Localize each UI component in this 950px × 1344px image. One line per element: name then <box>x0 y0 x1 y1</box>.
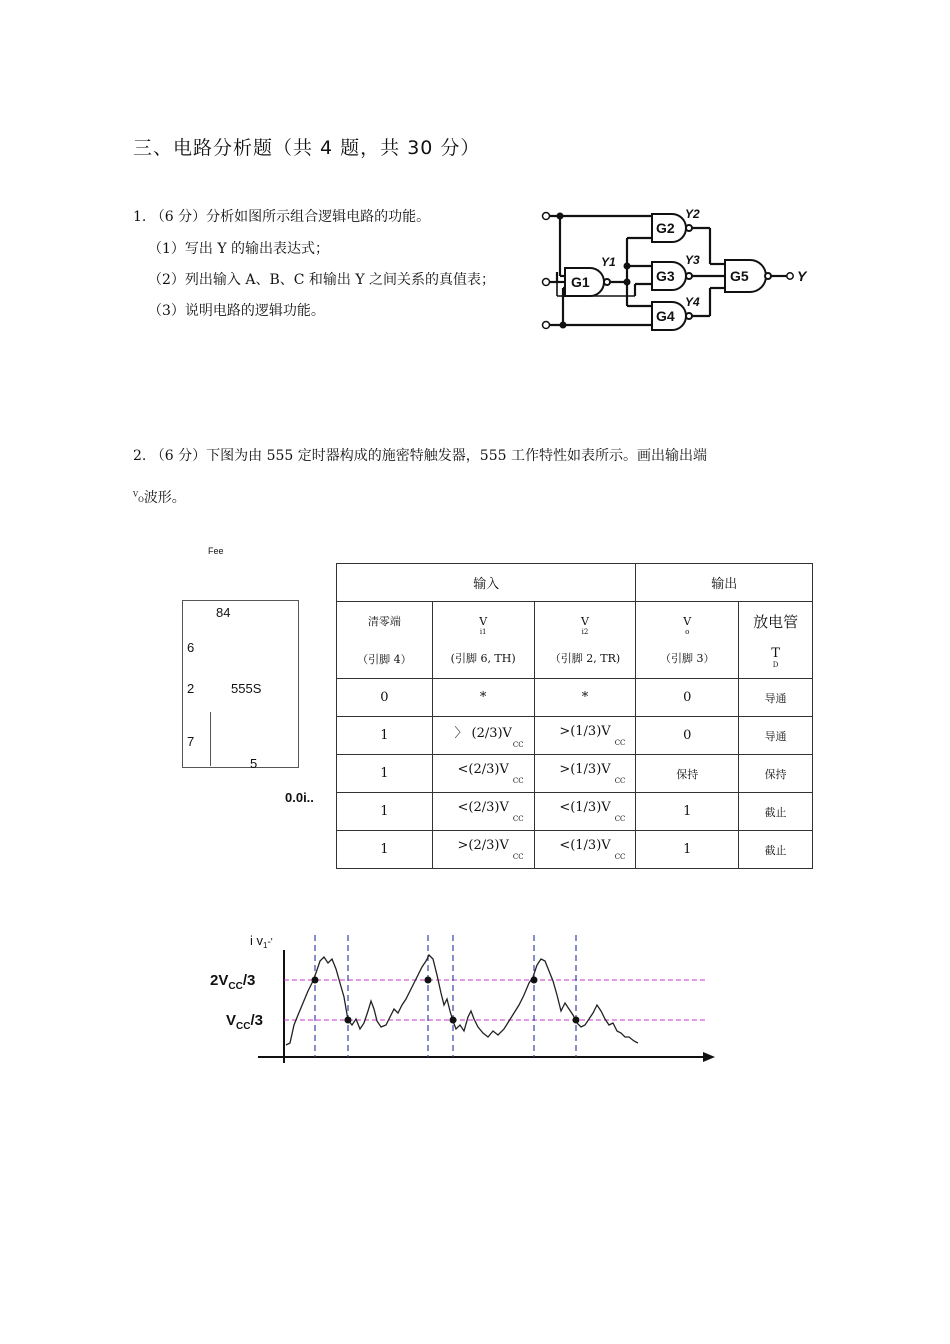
gate-g3-label: G3 <box>656 268 675 284</box>
cell-vi2-subscript: CC <box>614 853 626 861</box>
chip-name: 555S <box>231 681 262 696</box>
cell-vo <box>636 679 739 717</box>
col-header-vi1 <box>432 602 534 679</box>
cell-td-value: 导通 <box>764 691 787 705</box>
cell-vi2-value: >(1/3)V <box>559 724 611 739</box>
q2-line-2-text: 波形。 <box>143 490 186 506</box>
cell-vo <box>636 717 739 755</box>
cell-vi2-subscript: CC <box>614 815 626 823</box>
lower-threshold-label: $V_{CC}/3$ <box>226 1012 263 1032</box>
gate-g5-label: G5 <box>730 268 749 284</box>
cell-vi1-subscript: CC <box>512 777 524 785</box>
q1-item-3: （3）说明电路的逻辑功能。 <box>148 303 325 319</box>
col-header-td-sub: D <box>772 661 779 669</box>
cell-vi1 <box>432 679 534 717</box>
chip-side-label: 0.0i.. <box>285 790 314 805</box>
col-header-vi2-pin: （引脚 2, TR) <box>549 651 621 665</box>
col-header-td-pin: T <box>771 646 780 661</box>
cell-vo-value: 0 <box>683 690 692 705</box>
logic-circuit-diagram <box>535 200 815 340</box>
col-header-vo-pin: （引脚 3） <box>660 651 715 665</box>
table-row <box>337 831 813 869</box>
cell-reset <box>337 755 433 793</box>
cell-td <box>739 831 813 869</box>
output-y1-label: Y1 <box>601 255 616 269</box>
cell-vi1 <box>432 717 534 755</box>
col-header-vi2-main: V <box>581 614 589 628</box>
cell-reset-value: 1 <box>380 804 389 819</box>
cell-reset <box>337 679 433 717</box>
col-header-vi1-sub: i1 <box>479 627 487 636</box>
cell-vi2-subscript: CC <box>614 777 626 785</box>
chip-pin-2: 2 <box>187 681 195 696</box>
table-row <box>337 793 813 831</box>
cell-vi2-subscript: CC <box>614 739 626 747</box>
cell-td <box>739 755 813 793</box>
q2-line-1: 2. （6 分）下图为由 555 定时器构成的施密特触发器，555 工作特性如表所示。画出输出端 <box>133 448 707 464</box>
cell-vi1 <box>432 755 534 793</box>
timer-555-table <box>336 563 813 869</box>
cell-vi1-value: 〉 (2/3)V <box>454 726 512 741</box>
q1-intro: 1. （6 分）分析如图所示组合逻辑电路的功能。 <box>133 209 431 225</box>
input-waveform-chart <box>200 925 720 1070</box>
col-header-vi1-main: V <box>479 614 488 628</box>
output-y-label: Y <box>797 268 807 284</box>
input-signal-trace <box>286 955 638 1045</box>
cell-vo-value: 1 <box>683 842 692 857</box>
chip-pins-84: 84 <box>216 605 231 620</box>
cell-td <box>739 717 813 755</box>
waveform-axis-label: i $v_1^{-'}$ <box>250 933 273 950</box>
chip-top-label: Fee <box>208 546 224 556</box>
col-header-reset <box>337 602 433 679</box>
cell-td-value: 保持 <box>764 767 787 781</box>
cell-td-value: 截止 <box>764 843 787 857</box>
cell-vi2-value: * <box>581 690 589 705</box>
cell-vo <box>636 831 739 869</box>
cell-vi2 <box>534 793 636 831</box>
cell-td-value: 导通 <box>764 729 787 743</box>
input-group-header: 输入 <box>337 564 636 602</box>
cell-vi1 <box>432 793 534 831</box>
cell-reset-value: 1 <box>380 728 389 743</box>
cell-td <box>739 793 813 831</box>
table-group-header-row <box>337 564 813 602</box>
cell-vi1-subscript: CC <box>512 853 524 861</box>
cell-td <box>739 679 813 717</box>
col-header-vi2 <box>534 602 636 679</box>
cell-reset <box>337 717 433 755</box>
cell-vo <box>636 755 739 793</box>
chip-inner-line <box>210 712 211 766</box>
output-y3-label: Y3 <box>685 253 700 267</box>
cell-vi2-value: <(1/3)V <box>559 838 611 853</box>
cell-vi2-value: <(1/3)V <box>559 800 611 815</box>
col-header-td-main: 放电管 <box>753 613 799 631</box>
vo-subscript: O <box>138 496 144 504</box>
gate-g2-label: G2 <box>656 220 675 236</box>
cell-vo <box>636 793 739 831</box>
cell-vo-value: 保持 <box>676 767 699 781</box>
cell-td-value: 截止 <box>764 805 787 819</box>
cell-vo-value: 1 <box>683 804 692 819</box>
col-header-reset-pin: （引脚 4） <box>357 653 412 666</box>
cell-reset-value: 0 <box>380 690 389 705</box>
col-header-vo <box>636 602 739 679</box>
cell-reset-value: 1 <box>380 842 389 857</box>
waveform-x-arrow <box>703 1052 715 1062</box>
output-y4-label: Y4 <box>685 295 700 309</box>
chip-pin-6: 6 <box>187 640 195 655</box>
cell-vi1-value: <(2/3)V <box>457 800 509 815</box>
cell-vi1-subscript: CC <box>512 741 524 749</box>
cell-vi2 <box>534 679 636 717</box>
section-title: 三、电路分析题（共 4 题，共 30 分） <box>133 137 481 159</box>
table-row <box>337 679 813 717</box>
cell-vo-value: 0 <box>683 728 692 743</box>
col-header-vi2-sub: i2 <box>581 627 589 636</box>
table-row <box>337 755 813 793</box>
table-row <box>337 717 813 755</box>
col-header-vo-sub: o <box>685 627 690 636</box>
cell-reset <box>337 831 433 869</box>
col-header-td <box>739 602 813 679</box>
col-header-vi1-pin: (引脚 6, TH) <box>450 651 516 665</box>
output-y2-label: Y2 <box>685 207 700 221</box>
cell-vi1-value: * <box>479 690 487 705</box>
cell-vi1 <box>432 831 534 869</box>
col-header-reset-main: 清零端 <box>367 615 401 628</box>
cell-vi2-value: >(1/3)V <box>559 762 611 777</box>
gate-g4-label: G4 <box>656 308 675 324</box>
crossing-markers <box>315 935 576 1057</box>
gate-g1-label: G1 <box>571 274 590 290</box>
q2-line-2 <box>133 487 186 507</box>
q1-item-1: （1）写出 Y 的输出表达式； <box>148 241 330 257</box>
crossing-dots <box>312 977 580 1024</box>
chip-pin-7: 7 <box>187 734 195 749</box>
cell-reset-value: 1 <box>380 766 389 781</box>
upper-threshold-label: $2V_{CC}/3$ <box>210 972 256 992</box>
cell-vi2 <box>534 755 636 793</box>
cell-reset <box>337 793 433 831</box>
vo-symbol: V <box>133 490 139 499</box>
cell-vi2 <box>534 717 636 755</box>
cell-vi2 <box>534 831 636 869</box>
cell-vi1-value: >(2/3)V <box>457 838 509 853</box>
cell-vi1-subscript: CC <box>512 815 524 823</box>
output-group-header: 输出 <box>636 564 813 602</box>
table-column-header-row <box>337 602 813 679</box>
q1-item-2: （2）列出输入 A、B、C 和输出 Y 之间关系的真值表； <box>148 272 496 288</box>
cell-vi1-value: <(2/3)V <box>457 762 509 777</box>
col-header-vo-main: V <box>683 614 692 628</box>
chip-pin-5: 5 <box>250 756 258 771</box>
